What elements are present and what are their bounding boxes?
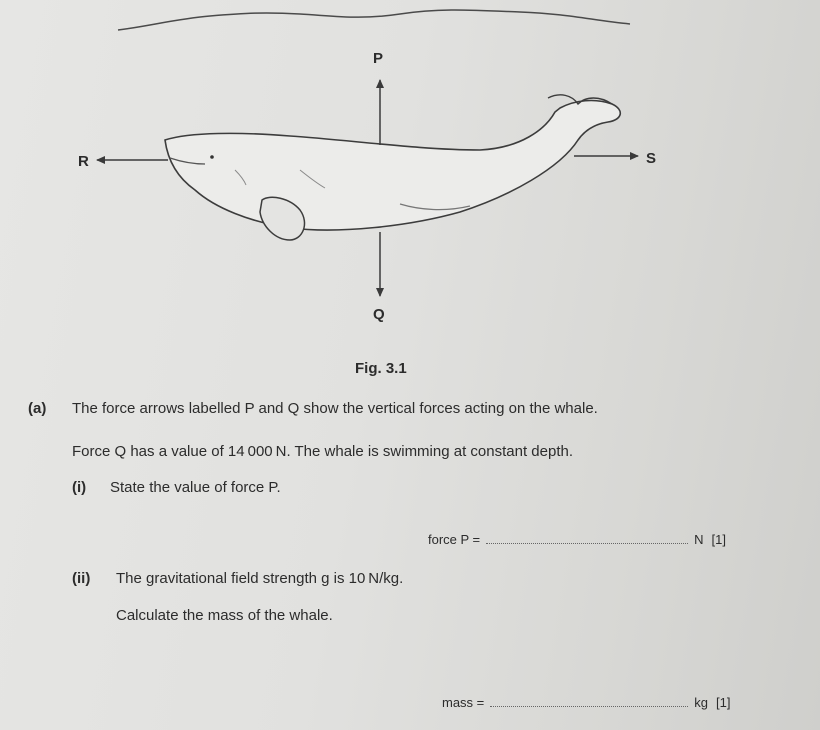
part-ii-label: (ii): [72, 570, 91, 587]
whale-illustration: [165, 95, 620, 240]
force-label-r: R: [78, 153, 89, 170]
part-a-label: (a): [28, 400, 47, 417]
answer-field-force-p[interactable]: [486, 531, 688, 544]
part-ii-instruction: Calculate the mass of the whale.: [116, 607, 333, 624]
answer-prefix-mass: mass =: [442, 695, 485, 710]
part-ii-question: The gravitational field strength g is 10 N/kg.: [116, 570, 404, 587]
figure-caption: Fig. 3.1: [355, 360, 407, 377]
part-i-question: State the value of force P.: [110, 479, 281, 496]
unit-newton: N: [694, 532, 704, 547]
answer-line-force-p: [428, 531, 726, 547]
force-label-q: Q: [373, 306, 385, 323]
answer-field-mass[interactable]: [490, 694, 688, 707]
force-label-s: S: [646, 150, 657, 167]
marks-part-i: [1]: [711, 532, 727, 547]
part-a-given: Force Q has a value of 14 000 N. The whale is swimming at constant depth.: [72, 443, 573, 460]
water-surface-line: [118, 10, 630, 30]
part-a-intro: The force arrows labelled P and Q show the vertical forces acting on the whale.: [72, 400, 598, 417]
whale-force-diagram: [0, 0, 820, 360]
answer-line-mass: [442, 694, 730, 710]
marks-part-ii: [1]: [716, 695, 731, 710]
unit-kilogram: kg: [694, 695, 708, 710]
part-i-label: (i): [72, 479, 87, 496]
force-label-p: P: [373, 50, 384, 67]
answer-prefix-force-p: force P =: [428, 532, 481, 547]
